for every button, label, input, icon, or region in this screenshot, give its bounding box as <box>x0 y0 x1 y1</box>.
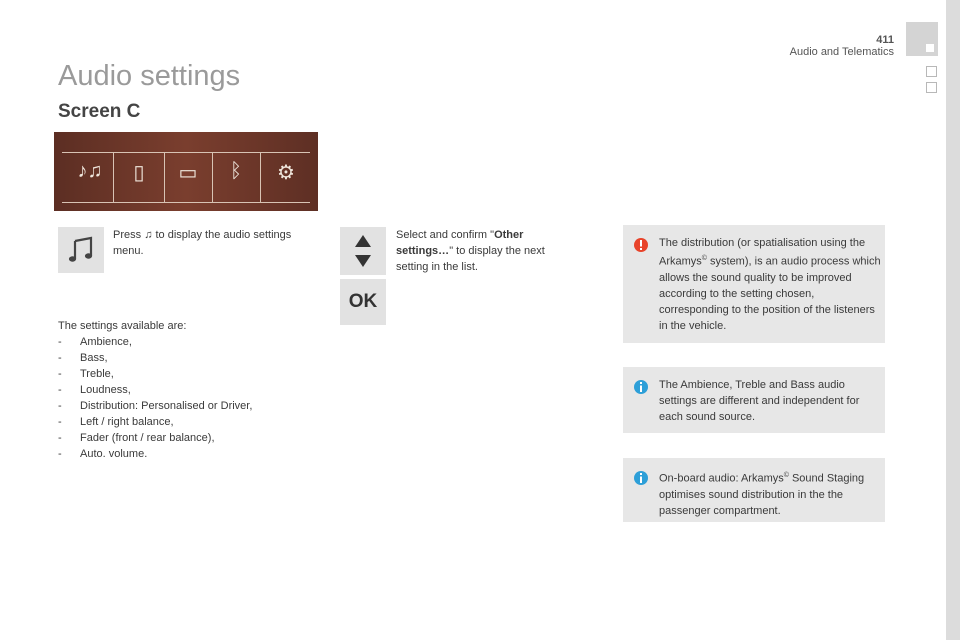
settings-item: - Ambience, <box>58 334 318 350</box>
warning-text <box>659 235 883 334</box>
warning-note <box>623 225 885 343</box>
step2-text <box>396 227 574 275</box>
step2-after: " to display the next setting in the list. <box>396 245 545 273</box>
settings-list <box>58 334 318 462</box>
page-edge-strip <box>946 0 960 640</box>
copyright-mark: © <box>701 255 707 262</box>
bluetooth-icon: ᛒ <box>230 160 242 182</box>
up-down-arrows-icon <box>351 232 375 270</box>
info2-text-a: On-board audio: Arkamys <box>659 472 784 485</box>
screen-subtitle: Screen C <box>58 101 141 122</box>
chapter-tab-marker <box>926 44 934 52</box>
step1-rest: to display the audio settings menu. <box>113 229 292 257</box>
display-screen-image <box>54 132 318 211</box>
page-number: 411 <box>876 34 894 46</box>
warning-icon <box>634 237 648 253</box>
chapter-tab <box>906 22 938 56</box>
chapter-square-2 <box>926 82 937 93</box>
section-title: Audio and Telematics <box>789 46 894 58</box>
step2-before: Select and confirm " <box>396 229 495 241</box>
copyright-mark: © <box>783 472 789 479</box>
settings-item: - Bass, <box>58 350 318 366</box>
music-button-image <box>58 227 104 273</box>
step2-bold: Other settings… <box>396 229 524 257</box>
settings-intro: The settings available are: <box>58 320 187 332</box>
settings-item: - Auto. volume. <box>58 446 318 462</box>
warning-text-b: system), is an audio process which allows the sound quality to be improved according to the setting chosen, corresponding to the position of the listeners in the vehicle. <box>659 255 881 332</box>
info-icon <box>634 379 648 395</box>
music-note-icon <box>66 235 96 265</box>
info2-text <box>659 468 883 519</box>
phone-icon: ▯ <box>133 162 145 184</box>
warning-text-a: The distribution (or spatialisation using the Arkamys <box>659 237 866 268</box>
info-note-1 <box>623 367 885 433</box>
settings-icon: ⚙ <box>277 162 295 184</box>
settings-item: - Loudness, <box>58 382 318 398</box>
settings-item: - Left / right balance, <box>58 414 318 430</box>
step1-text <box>113 227 323 259</box>
music-inline-icon: ♫ <box>144 229 153 241</box>
settings-item: - Treble, <box>58 366 318 382</box>
step1-press: Press <box>113 229 142 241</box>
radio-icon: ▭ <box>178 162 198 184</box>
info-note-2 <box>623 458 885 522</box>
info1-text: The Ambience, Treble and Bass audio settings are different and independent for each sound source. <box>659 379 860 423</box>
media-music-icon: ♪♫ <box>77 160 103 182</box>
ok-label: OK <box>348 291 378 312</box>
up-down-button-image <box>340 227 386 275</box>
settings-item: - Fader (front / rear balance), <box>58 430 318 446</box>
info-icon <box>634 470 648 486</box>
page-title: Audio settings <box>58 60 241 92</box>
chapter-square-1 <box>926 66 937 77</box>
ok-button-image <box>340 279 386 325</box>
info2-text-b: Sound Staging optimises sound distribution in the the passenger compartment. <box>659 472 865 517</box>
settings-item: - Distribution: Personalised or Driver, <box>58 398 318 414</box>
